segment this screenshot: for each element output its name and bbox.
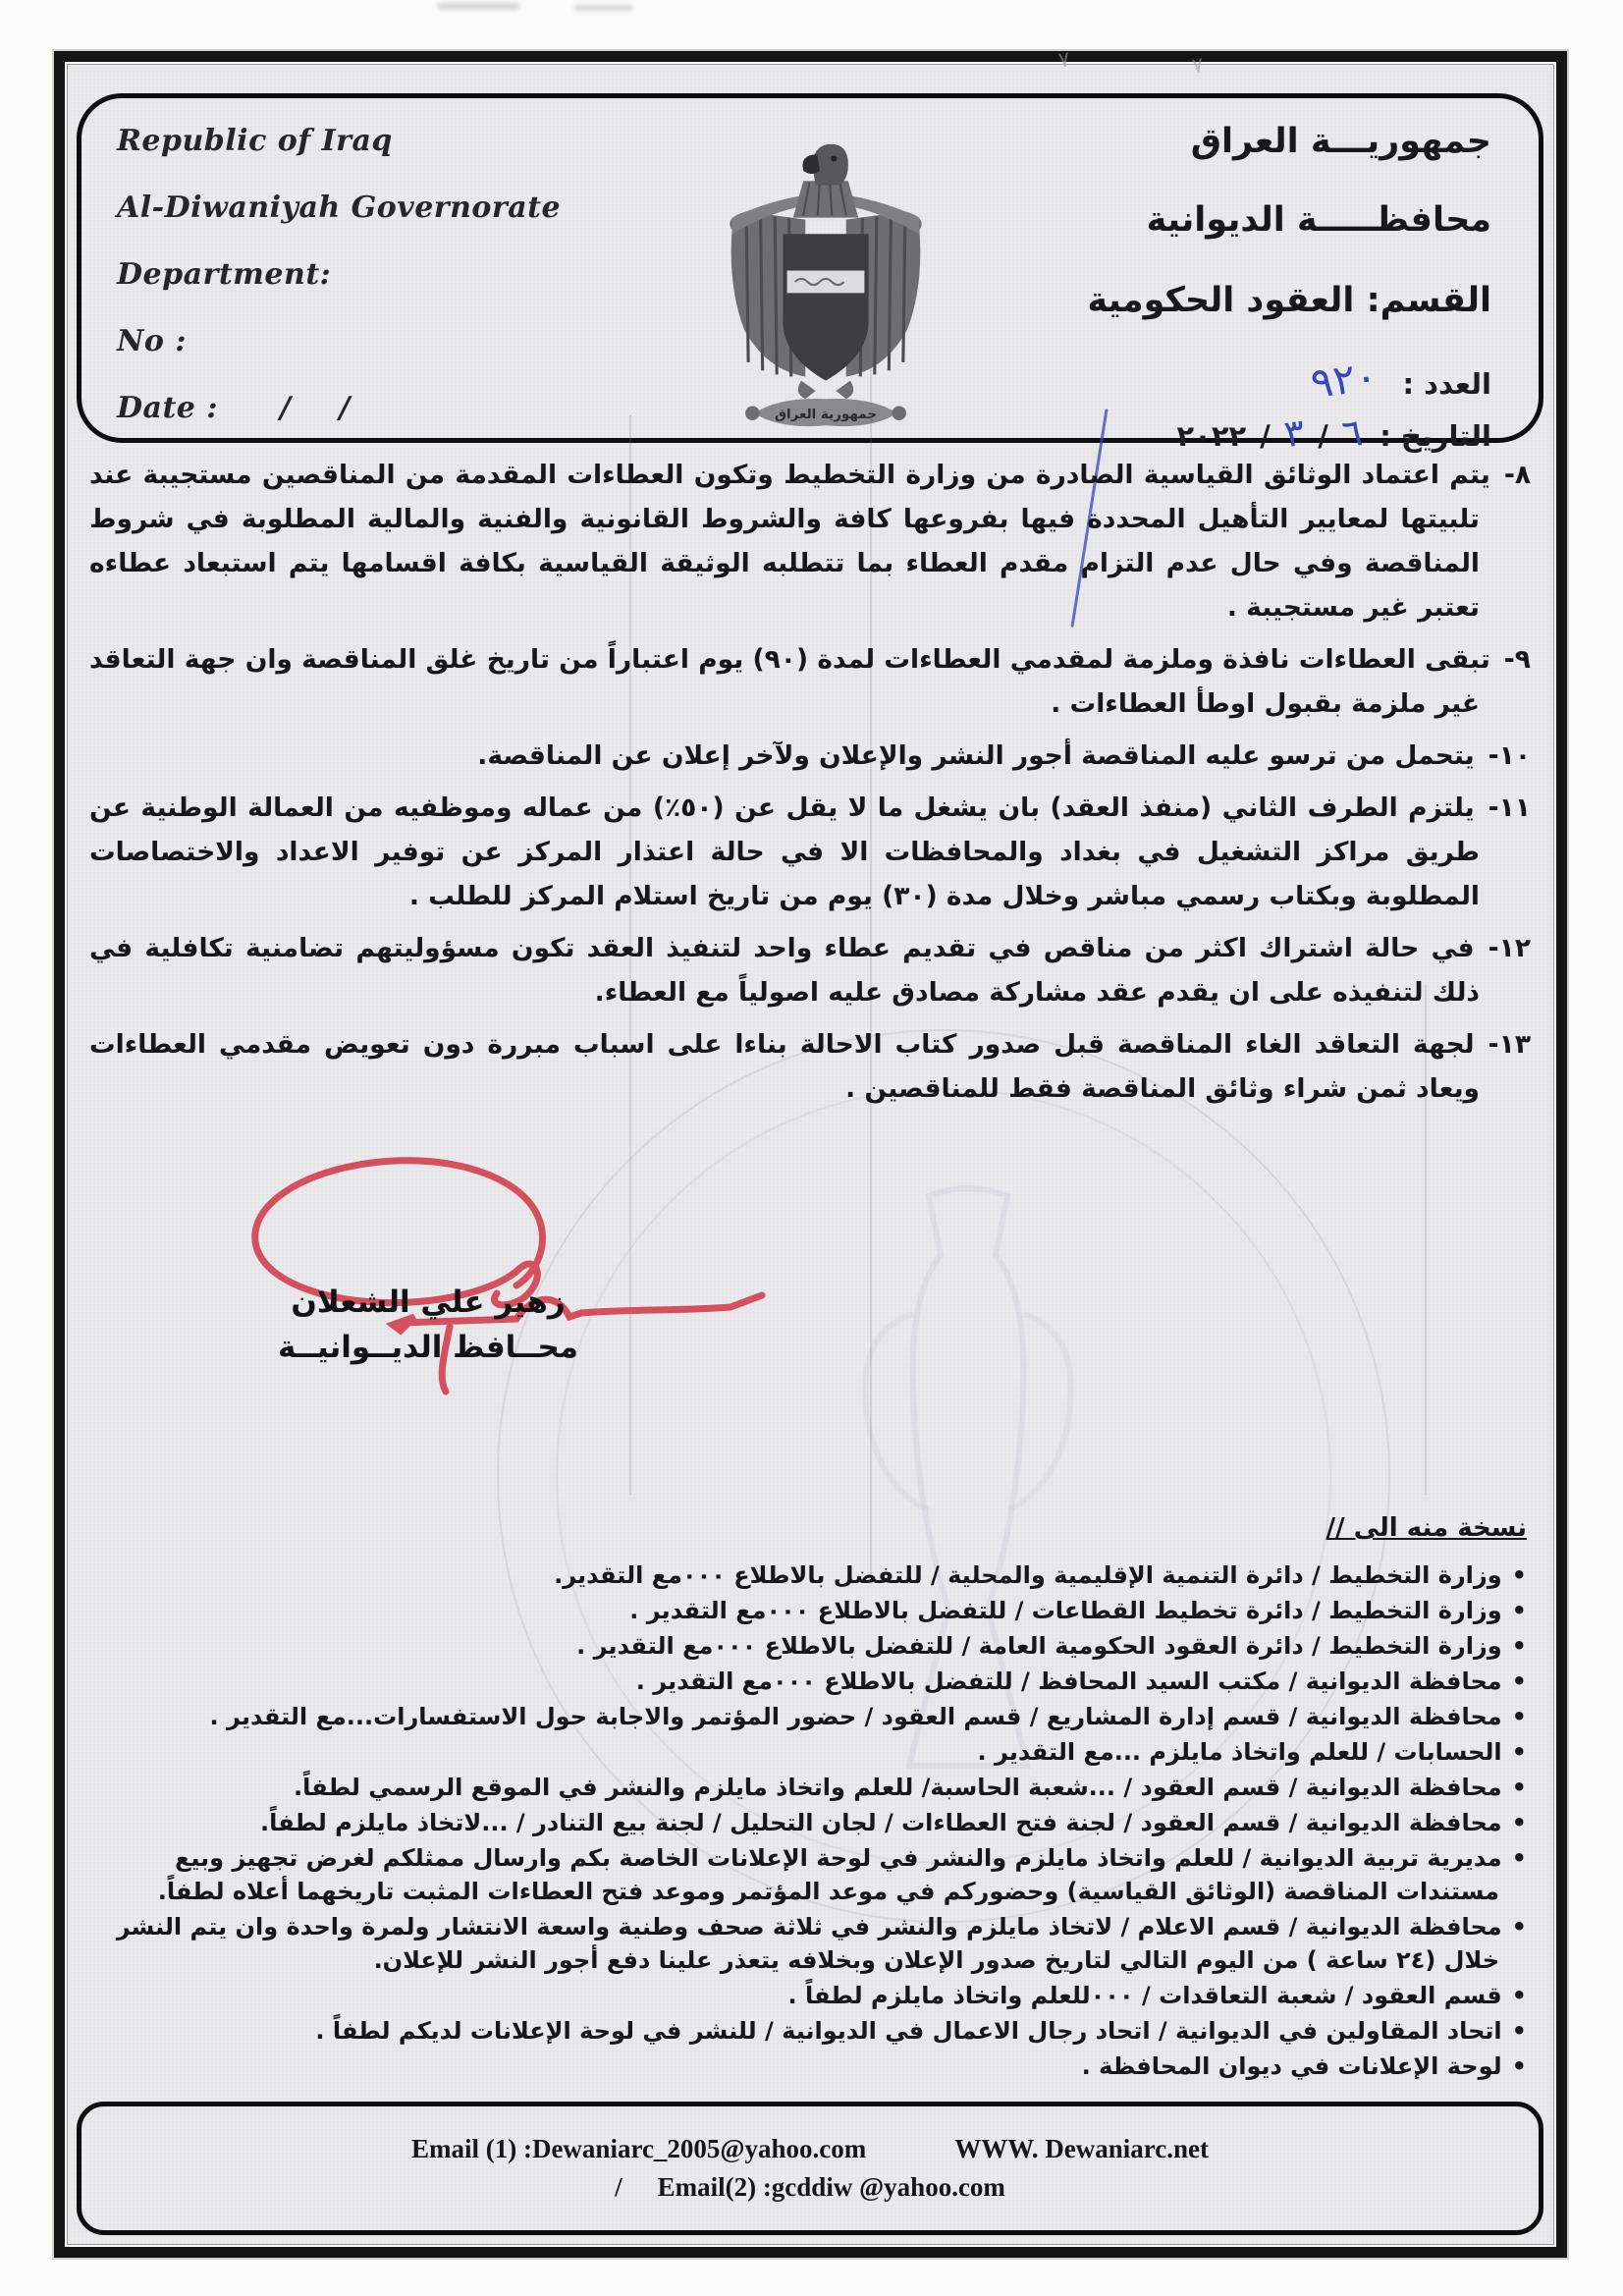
date-day-handwritten: ٦ [1339,410,1365,457]
bullet: • [1511,2052,1527,2080]
governor-title: محــافظ الديــوانيــة [277,1330,578,1365]
number-label-ar: العدد : [1402,367,1491,401]
footer-email-2: Email(2) :gcddiw @yahoo.com [657,2172,1005,2202]
bullet: • [1511,1738,1527,1766]
number-label-en: No : [117,324,187,358]
bullet: • [1511,1982,1527,2009]
bullet: • [1511,2017,1527,2045]
distribution-item: •محافظة الديوانية / قسم العقود / ...شعبة الحاسبة/ للعلم واتخاذ مايلزم والنشر في الموقع الرسمي لطفاً. [294,1774,1527,1801]
date-separator: / [1318,419,1328,453]
bullet: • [1511,1667,1527,1695]
distribution-item: •اتحاد المقاولين في الديوانية / اتحاد رجال الاعمال في الديوانية / للنشر في لوحة الإعلانات لديكم لطفاً . [315,2017,1527,2045]
governor-name: زهير علي الشعلان [291,1285,566,1320]
distribution-item: •الحسابات / للعلم واتخاذ مايلزم ...مع التقدير . [977,1738,1527,1766]
footer-line-2 [615,2172,1005,2203]
signature-block [212,1285,644,1365]
letter-body [89,453,1531,1119]
date-line-en [117,391,561,425]
pen-check-mark: ٧ [1056,47,1072,74]
emblem-scroll-text: جمهورية العراق [774,406,878,422]
clause-text: لجهة التعاقد الغاء المناقصة قبل صدور كتاب الاحالة بناءا على اسباب مبررة دون تعويض مقدمي العطاءات ويعاد ثمن شراء وثائق المناقصة فقط للمناقصين . [89,1029,1480,1104]
clause-number: ٨- [1503,460,1531,490]
clause-10 [89,734,1531,778]
clause-11 [89,786,1531,918]
footer-email-1: Email (1) :Dewaniarc_2005@yahoo.com [410,2134,867,2163]
clause-number: ١٢- [1488,933,1531,963]
country-name-ar: جمهوريـــة العراق [1190,122,1491,161]
scan-artifact [437,3,520,10]
letterhead-box [77,93,1543,457]
date-month-handwritten: ٣ [1281,410,1307,457]
letter-number-line [1087,352,1491,408]
scan-artifact [574,5,633,11]
clause-13 [89,1022,1531,1111]
clause-8 [89,453,1531,629]
letter-number-handwritten: ٩٢٠ [1307,352,1380,408]
bullet: • [1511,1597,1527,1624]
distribution-item: •وزارة التخطيط / دائرة التنمية الإقليمية والمحلية / للتفضل بالاطلاع ٠٠٠مع التقدير. [554,1561,1527,1589]
date-year: ٢٠٢٢ [1176,419,1247,453]
footer-slash: / [615,2172,622,2202]
date-slash: / [279,391,292,425]
date-slash: / [339,391,351,425]
iraq-eagle-emblem [702,120,949,446]
clause-9 [89,637,1531,726]
country-name-en: Republic of Iraq [117,124,393,158]
date-label-en: Date : [117,391,218,425]
clause-text: في حالة اشتراك اكثر من مناقص في تقديم عطاء واحد لتنفيذ العقد تكون مسؤوليتهم تضامنية تكافلية في ذلك لتنفيذه على ان يقدم عقد مشاركة مصادق عليه اصولياً مع العطاء. [89,933,1480,1008]
governorate-name-en: Al-Diwaniyah Governorate [117,191,562,225]
letter-date-line [1087,410,1491,457]
clause-text: تبقى العطاءات نافذة وملزمة لمقدمي العطاءات لمدة (٩٠) يوم اعتباراً من تاريخ غلق المناقصة وان جهة التعاقد غير ملزمة بقبول اوطأ العطاءات . [89,644,1490,719]
footer-line-1 [411,2134,1209,2164]
bullet: • [1511,1774,1527,1801]
clause-text: يلتزم الطرف الثاني (منفذ العقد) بان يشغل ما لا يقل عن (٥٠٪) من عماله وموظفيه من العمالة الوطنية عن طريق مراكز التشغيل في بغداد والمحافظات الا في حالة اعتذار المركز عن توفير الاعداد والاختصاصات المطلوبة وبكتاب رسمي مباشر وخلال مدة (٣٠) يوم من تاريخ استلام المركز للطلب . [89,793,1480,911]
distribution-item: •محافظة الديوانية / قسم العقود / لجنة فتح العطاءات / لجان التحليل / لجنة بيع التنادر / ...لاتخاذ مايلزم لطفاً. [260,1809,1527,1836]
bullet: • [1511,1632,1527,1660]
pen-check-mark: ٧ [1190,53,1206,80]
clause-text: يتم اعتماد الوثائق القياسية الصادرة من وزارة التخطيط وتكون العطاءات المقدمة من المناقصين مستجيبة عند تلبيتها لمعايير التأهيل المحددة فيها بفروعها كافة والشروط القانونية والفنية والمالية المطلوبة في شروط المناقصة وفي حال عدم التزام مقدم العطاء بما تتطلبه الوثيقة القياسية بكافة اقسامها يتم استبعاد عطاءه تعتبر غير مستجيبة . [89,460,1490,623]
footer-website: WWW. Dewaniarc.net [954,2134,1210,2163]
department-label-en: Department: [117,257,332,292]
governorate-name-ar: محافظـــــة الديوانية [1146,200,1491,240]
clause-number: ١٠- [1488,740,1531,771]
distribution-item: •وزارة التخطيط / دائرة تخطيط القطاعات / للتفضل بالاطلاع ٠٠٠مع التقدير . [629,1597,1527,1624]
document-frame [54,47,1567,2258]
distribution-item: •محافظة الديوانية / قسم إدارة المشاريع / قسم العقود / حضور المؤتمر والاجابة حول الاستفسارات...مع التقدير . [209,1703,1527,1730]
distribution-item: •قسم العقود / شعبة التعاقدات / ٠٠٠للعلم واتخاذ مايلزم لطفاً . [787,1982,1527,2009]
bullet: • [1511,1913,1527,1941]
letterhead-arabic [1087,122,1491,457]
clause-text: يتحمل من ترسو عليه المناقصة أجور النشر والإعلان ولآخر إعلان عن المناقصة. [477,740,1475,771]
clause-number: ١٣- [1488,1029,1531,1060]
distribution-item: •لوحة الإعلانات في ديوان المحافظة . [1081,2052,1527,2080]
bullet: • [1511,1703,1527,1730]
date-separator: / [1260,419,1271,453]
bullet: • [1511,1844,1527,1872]
distribution-list [91,1513,1527,2085]
clause-12 [89,926,1531,1014]
distribution-heading: نسخة منه الى // [1325,1513,1527,1543]
letterhead-english [117,124,561,458]
letter-paper [65,47,1556,2247]
department-name-ar: القسم: العقود الحكومية [1087,281,1491,320]
clause-number: ٩- [1503,644,1531,675]
distribution-item: •مديرية تربية الديوانية / للعلم واتخاذ مايلزم والنشر في لوحة الإعلانات الخاصة بكم وارسال ممثلكم لغرض تجهيز وبيع مستندات المناقصة (الوثائق القياسية) وحضوركم في موعد المؤتمر وموعد فتح العطاءات المثبت تاريخهما أعلاه لطفاً. [157,1844,1527,1905]
distribution-item: •محافظة الديوانية / قسم الاعلام / لاتخاذ مايلزم والنشر في ثلاثة صحف وطنية واسعة الانتشار ولمرة واحدة وان يتم النشر خلال (٢٤ ساعة ) من اليوم التالي لتاريخ صدور الإعلان وبخلافه يتعذر علينا دفع أجور النشر للإعلان. [116,1913,1527,1974]
distribution-item: •وزارة التخطيط / دائرة العقود الحكومية العامة / للتفضل بالاطلاع ٠٠٠مع التقدير . [576,1632,1527,1660]
date-label-ar: التاريخ : [1380,419,1491,453]
distribution-item: •محافظة الديوانية / مكتب السيد المحافظ / للتفضل بالاطلاع ٠٠٠مع التقدير . [635,1667,1527,1695]
distribution-items [91,1558,1527,2083]
bullet: • [1511,1561,1527,1589]
clause-number: ١١- [1488,793,1532,823]
footer-contact-box [77,2102,1543,2235]
bullet: • [1511,1809,1527,1836]
